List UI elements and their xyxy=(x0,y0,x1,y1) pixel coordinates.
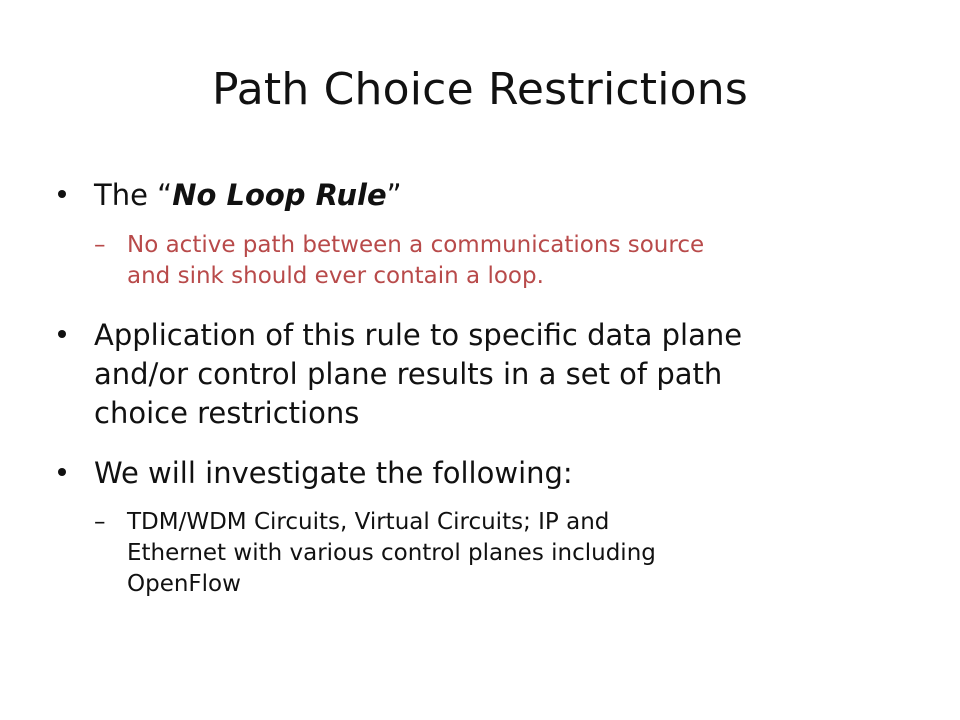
bullet-line: Application of this rule to specific data plane xyxy=(94,318,743,352)
sub-bullet-rule-definition xyxy=(58,230,918,292)
bullet-suffix: ” xyxy=(386,178,402,212)
slide-title: Path Choice Restrictions xyxy=(211,64,748,115)
bullet-dot-icon xyxy=(58,330,66,338)
sub-bullet-line: TDM/WDM Circuits, Virtual Circuits; IP and xyxy=(127,509,610,535)
sub-bullet-line: Ethernet with various control planes including xyxy=(127,540,656,566)
slide-body xyxy=(58,170,918,600)
bullet-no-loop-rule xyxy=(58,176,918,215)
bullet-prefix: The “ xyxy=(94,178,173,212)
dash-icon: – xyxy=(94,232,106,258)
sub-bullet-line: OpenFlow xyxy=(127,571,241,597)
bullet-dot-icon xyxy=(58,468,66,476)
sub-bullet-line: No active path between a communications source xyxy=(127,232,705,258)
bullet-text: We will investigate the following: xyxy=(94,456,573,490)
bullet-line: choice restrictions xyxy=(94,396,360,430)
rule-name: No Loop Rule xyxy=(172,178,387,212)
bullet-application xyxy=(58,316,918,433)
bullet-line: and/or control plane results in a set of path xyxy=(94,357,723,391)
sub-bullet-topics xyxy=(58,507,918,600)
bullet-investigate xyxy=(58,454,918,493)
sub-bullet-line: and sink should ever contain a loop. xyxy=(127,263,544,289)
dash-icon: – xyxy=(94,509,106,535)
bullet-dot-icon xyxy=(58,190,66,198)
